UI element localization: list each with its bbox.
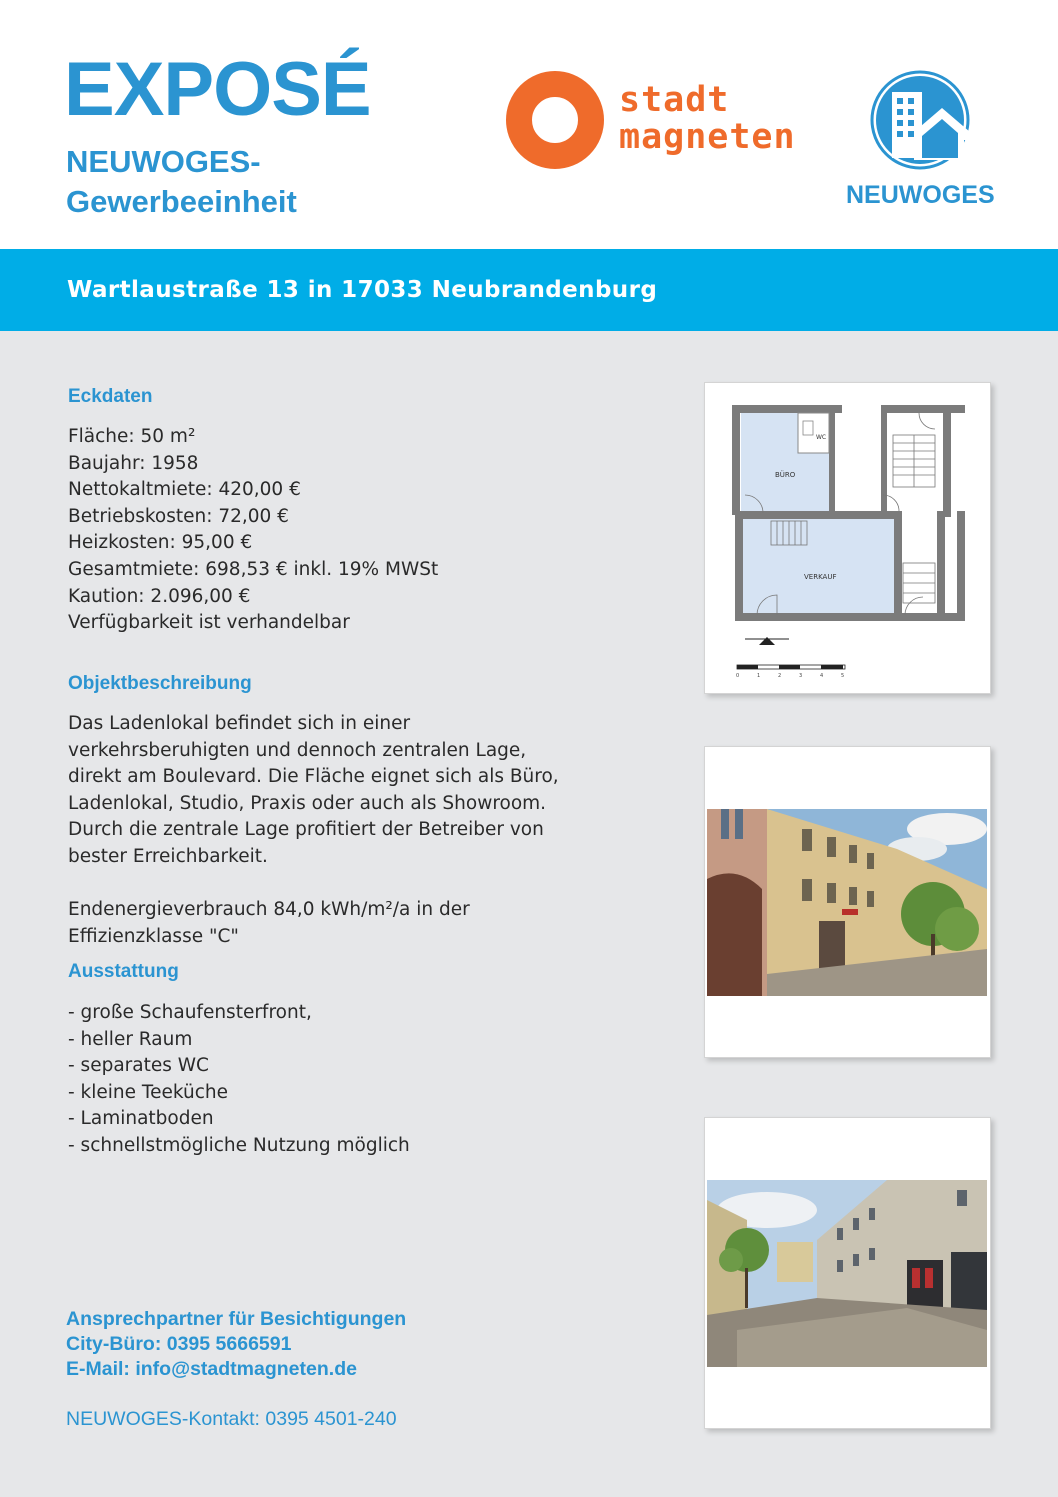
eckdaten-line: Nettokaltmiete: 420,00 € bbox=[68, 479, 301, 501]
neuwoges-logo-icon bbox=[870, 70, 972, 170]
logo-text-stadt: stadt bbox=[619, 80, 730, 120]
page-title: EXPOSÉ bbox=[64, 47, 371, 132]
contact-phone: City-Büro: 0395 5666591 bbox=[66, 1333, 292, 1355]
eckdaten-line: Verfügbarkeit ist verhandelbar bbox=[68, 612, 350, 634]
objektbeschreibung-text bbox=[68, 711, 559, 950]
floorplan-card bbox=[704, 382, 991, 694]
subtitle-line-2: Gewerbeeinheit bbox=[66, 184, 297, 219]
logo-text-magneten: magneten bbox=[619, 117, 796, 157]
eckdaten-line: Kaution: 2.096,00 € bbox=[68, 585, 251, 607]
room-label-wc: WC bbox=[816, 434, 827, 441]
eckdaten-list bbox=[68, 424, 438, 637]
room-label-sales: VERKAUF bbox=[804, 573, 837, 581]
contact-block bbox=[66, 1307, 406, 1382]
photo-card-facade bbox=[704, 746, 991, 1058]
description-line: Das Ladenlokal befindet sich in einer bbox=[68, 713, 411, 734]
address-text: Wartlaustraße 13 in 17033 Neubrandenburg bbox=[67, 277, 658, 303]
description-line bbox=[68, 871, 559, 898]
description-line: Durch die zentrale Lage profitiert der Betreiber von bbox=[68, 819, 544, 841]
stadtmagneten-logo-text bbox=[619, 82, 796, 156]
ausstattung-list bbox=[68, 1000, 410, 1160]
scale-label: 4 bbox=[820, 673, 824, 679]
ausstattung-item: - separates WC bbox=[68, 1055, 209, 1077]
eckdaten-line: Betriebskosten: 72,00 € bbox=[68, 505, 289, 527]
eckdaten-line: Fläche: 50 m² bbox=[68, 426, 196, 447]
neuwoges-contact: NEUWOGES-Kontakt: 0395 4501-240 bbox=[66, 1408, 397, 1430]
ausstattung-item: - kleine Teeküche bbox=[68, 1081, 228, 1103]
scale-label: 2 bbox=[778, 673, 782, 679]
header bbox=[0, 0, 1058, 249]
scale-label: 0 bbox=[736, 673, 740, 679]
ausstattung-item: - schnellstmögliche Nutzung möglich bbox=[68, 1134, 410, 1156]
eckdaten-line: Baujahr: 1958 bbox=[68, 452, 199, 474]
ausstattung-item: - heller Raum bbox=[68, 1028, 193, 1050]
scale-label: 3 bbox=[799, 673, 803, 679]
section-heading-eckdaten: Eckdaten bbox=[68, 386, 153, 407]
eckdaten-line: Heizkosten: 95,00 € bbox=[68, 532, 253, 554]
description-line: verkehrsberuhigten und dennoch zentralen Lage, bbox=[68, 739, 527, 761]
neuwoges-logo-text: NEUWOGES bbox=[846, 181, 995, 209]
scale-label: 1 bbox=[757, 673, 761, 679]
room-label-office: BÜRO bbox=[775, 471, 796, 479]
description-line: Endenergieverbrauch 84,0 kWh/m²/a in der bbox=[68, 899, 470, 921]
section-heading-objektbeschreibung: Objektbeschreibung bbox=[68, 673, 252, 694]
stadtmagneten-logo-icon bbox=[505, 70, 605, 170]
floorplan-image bbox=[705, 383, 990, 693]
description-line: bester Erreichbarkeit. bbox=[68, 845, 268, 867]
contact-heading: Ansprechpartner für Besichtigungen bbox=[66, 1308, 407, 1330]
page-subtitle bbox=[66, 142, 297, 222]
contact-email[interactable]: E-Mail: info@stadtmagneten.de bbox=[66, 1358, 357, 1380]
description-line: Effizienzklasse "C" bbox=[68, 925, 239, 947]
subtitle-line-1: NEUWOGES- bbox=[66, 144, 261, 179]
photo-card-street bbox=[704, 1117, 991, 1429]
section-heading-ausstattung: Ausstattung bbox=[68, 961, 179, 982]
facade-photo bbox=[705, 747, 990, 1057]
ausstattung-item: - große Schaufensterfront, bbox=[68, 1002, 312, 1023]
street-photo bbox=[705, 1118, 990, 1428]
scale-label: 5 bbox=[841, 673, 845, 679]
description-line: Ladenlokal, Studio, Praxis oder auch als Showroom. bbox=[68, 792, 547, 814]
ausstattung-item: - Laminatboden bbox=[68, 1108, 214, 1130]
description-line: direkt am Boulevard. Die Fläche eignet sich als Büro, bbox=[68, 766, 559, 788]
eckdaten-line: Gesamtmiete: 698,53 € inkl. 19% MWSt bbox=[68, 558, 439, 580]
